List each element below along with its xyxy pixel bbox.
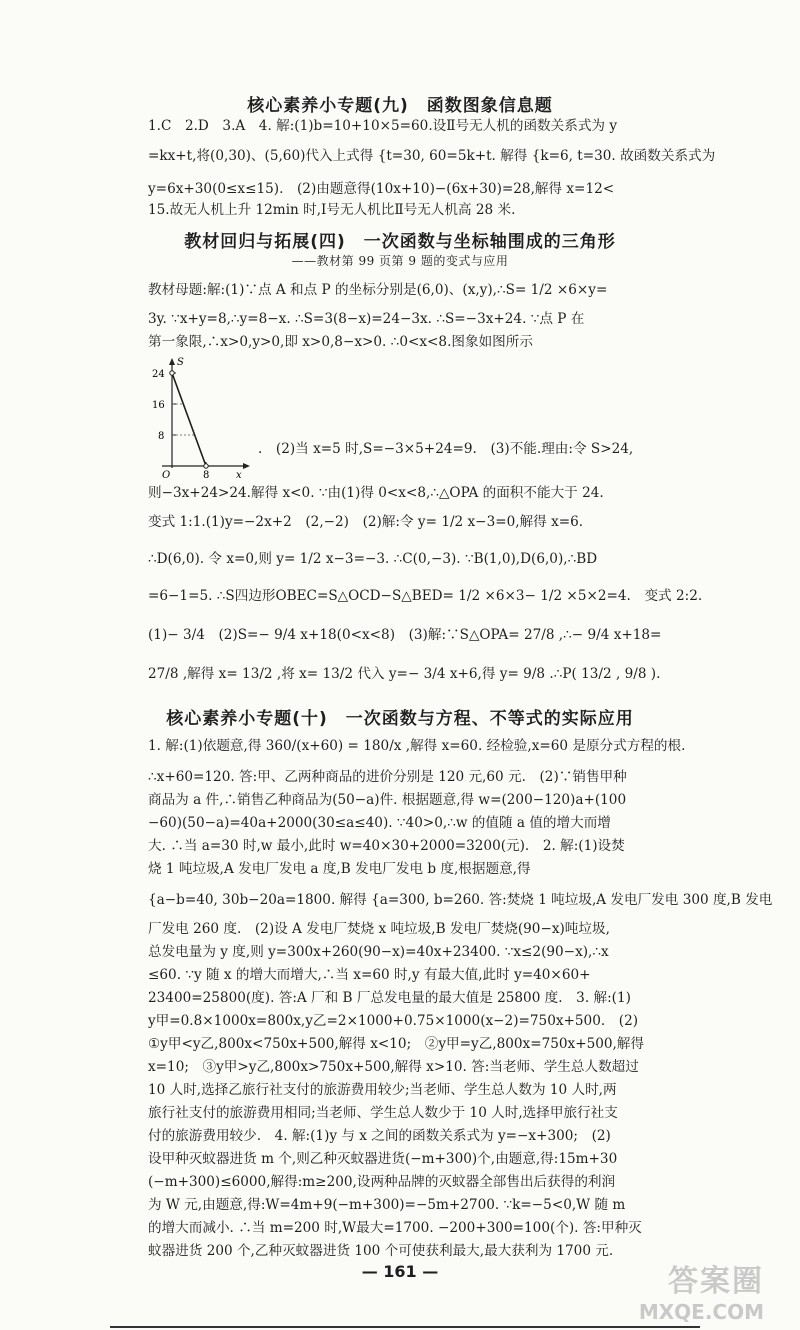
y-tick-label: 16 (152, 400, 165, 411)
text-line: 3y. ∵x+y=8,∴y=8−x. ∴S=3(8−x)=24−3x. ∴S=−3x+24. ∵点 P 在 (148, 311, 585, 327)
text-line: 设甲种灭蚊器进货 m 个,则乙种灭蚊器进货(−m+300)个,由题意,得:15m+30 (148, 1151, 618, 1167)
watermark-logo: 答案圈 (668, 1264, 764, 1299)
text-line: 则−3x+24>24.解得 x<0. ∵由(1)得 0<x<8,∴△OPA 的面积不能大于 24. (148, 485, 604, 501)
text-line: (1)− 3/4 (2)S=− 9/4 x+18(0<x<8) (3)解:∵S△OPA= 27/8 ,∴− 9/4 x+18= (148, 627, 662, 643)
text-line: 第一象限,∴x>0,y>0,即 x>0,8−x>0. ∴0<x<8.图象如图所示 (148, 334, 533, 350)
origin-label: O (162, 470, 171, 481)
text-line: 厂发电 260 度. (2)设 A 发电厂焚烧 x 吨垃圾,B 发电厂焚烧(90−x)吨垃圾, (148, 921, 610, 937)
text-line: ∴D(6,0). 令 x=0,则 y= 1/2 x−3=−3. ∴C(0,−3). ∵B(1,0),D(6,0),∴BD (148, 551, 598, 567)
page-number: — 161 — (361, 1262, 439, 1281)
text-line: =6−1=5. ∴S四边形OBEC=S△OCD−S△BED= 1/2 ×6×3− 1/2 ×5×2=4. 变式 2:2. (148, 588, 703, 604)
text-line: 15.故无人机上升 12min 时,Ⅰ号无人机比Ⅱ号无人机高 28 米. (148, 202, 516, 218)
text-line: ∴x+60=120. 答:甲、乙两种商品的进价分别是 120 元,60 元. (2)∵销售甲种 (148, 769, 627, 785)
section-title-3: 核心素养小专题(十) 一次函数与方程、不等式的实际应用 (166, 709, 634, 729)
text-line: ①y甲<y乙,800x<750x+500,解得 x<10; ②y甲=y乙,800x=750x+500,解得 (148, 1036, 645, 1052)
y-tick-label: 8 (158, 431, 165, 442)
graph-side-text: . (2)当 x=5 时,S=−3×5+24=9. (3)不能.理由:令 S>24, (258, 441, 634, 457)
text-line: =kx+t,将(0,30)、(5,60)代入上式得 {t=30, 60=5k+t. 解得 {k=6, t=30. 故函数关系式为 (148, 148, 716, 164)
watermark (634, 1256, 764, 1324)
watermark-domain: MXQE.COM (638, 1300, 764, 1324)
text-line: 27/8 ,解得 x= 13/2 ,将 x= 13/2 代入 y=− 3/4 x+6,得 y= 9/8 .∴P( 13/2 , 9/8 ). (148, 666, 661, 682)
text-line: (−m+300)≤6000,解得:m≥200,设两种品牌的灭蚊器全部售出后获得的利润 (148, 1174, 616, 1190)
open-endpoint (170, 371, 174, 375)
text-line: {a−b=40, 30b−20a=1800. 解得 {a=300, b=260. 答:焚烧 1 吨垃圾,A 发电厂发电 300 度,B 发电 (148, 892, 773, 908)
text-line: 旅行社支付的旅游费用相同;当老师、学生总人数少于 10 人时,选择甲旅行社支 (148, 1105, 618, 1121)
text-line: 23400=25800(度). 答:A 厂和 B 厂总发电量的最大值是 25800 度. 3. 解:(1) (148, 990, 631, 1006)
x-axis-label: x (236, 470, 242, 481)
text-line: 付的旅游费用较少. 4. 解:(1)y 与 x 之间的函数关系式为 y=−x+300; (2) (148, 1128, 611, 1144)
section-title-1: 核心素养小专题(九) 函数图象信息题 (247, 96, 553, 116)
text-line: 1. 解:(1)依题意,得 360/(x+60) = 180/x ,解得 x=60. 经检验,x=60 是原分式方程的根. (148, 738, 686, 754)
text-line: 烧 1 吨垃圾,A 发电厂发电 a 度,B 发电厂发电 b 度,根据题意,得 (148, 861, 531, 877)
x-tick-label: 8 (203, 470, 210, 481)
text-line: 商品为 a 件,∴销售乙种商品为(50−a)件. 根据题意,得 w=(200−120)a+(100 (148, 792, 627, 808)
text-line: 教材母题:解:(1)∵点 A 和点 P 的坐标分别是(6,0)、(x,y),∴S= 1/2 ×6×y= (148, 282, 608, 298)
text-line: ≤60. ∵y 随 x 的增大而增大,∴当 x=60 时,y 有最大值,此时 y=40×60+ (148, 967, 591, 983)
function-line (172, 373, 206, 466)
text-line: 1.C 2.D 3.A 4. 解:(1)b=10+10×5=60.设Ⅱ号无人机的函数关系式为 y (148, 118, 618, 134)
section-subtitle-2: ——教材第 99 页第 9 题的变式与应用 (291, 254, 509, 268)
text-line: 为 W 元,由题意,得:W=4m+9(−m+300)=−5m+2700. ∵k=−5<0,W 随 m (148, 1197, 626, 1213)
text-line: 大. ∴当 a=30 时,w 最小,此时 w=40×30+2000=3200(元). 2. 解:(1)设焚 (148, 838, 625, 854)
bottom-rule (110, 1326, 700, 1328)
text-line: 蚊器进货 200 个,乙种灭蚊器进货 100 个可使获利最大,最大获利为 1700 元. (148, 1243, 614, 1259)
section-title-2: 教材回归与拓展(四) 一次函数与坐标轴围成的三角形 (184, 232, 616, 252)
text-line: −60)(50−a)=40a+2000(30≤a≤40). ∵40>0,∴w 的值随 a 值的增大而增 (148, 815, 611, 831)
text-line: 10 人时,选择乙旅行社支付的旅游费用较少;当老师、学生总人数为 10 人时,两 (148, 1082, 617, 1098)
x-axis-arrow (243, 463, 250, 469)
text-line: 变式 1:1.(1)y=−2x+2 (2,−2) (2)解:令 y= 1/2 x−3=0,解得 x=6. (148, 514, 584, 530)
text-line: y=6x+30(0≤x≤15). (2)由题意得(10x+10)−(6x+30)=28,解得 x=12< (148, 181, 615, 197)
y-axis-arrow (169, 358, 175, 365)
text-line: 总发电量为 y 度,则 y=300x+260(90−x)=40x+23400. ∵x≤2(90−x),∴x (148, 944, 609, 960)
line-graph (148, 356, 252, 482)
text-line: x=10; ③y甲>y乙,800x>750x+500,解得 x>10. 答:当老师、学生总人数超过 (148, 1059, 639, 1075)
text-line: 的增大而减小. ∴当 m=200 时,W最大=1700. −200+300=100(个). 答:甲种灭 (148, 1220, 642, 1236)
open-endpoint (204, 464, 208, 468)
y-axis-label: S (177, 357, 184, 368)
text-line: y甲=0.8×1000x=800x,y乙=2×1000+0.75×1000(x−2)=750x+500. (2) (148, 1013, 639, 1029)
y-tick-label: 24 (152, 369, 165, 380)
